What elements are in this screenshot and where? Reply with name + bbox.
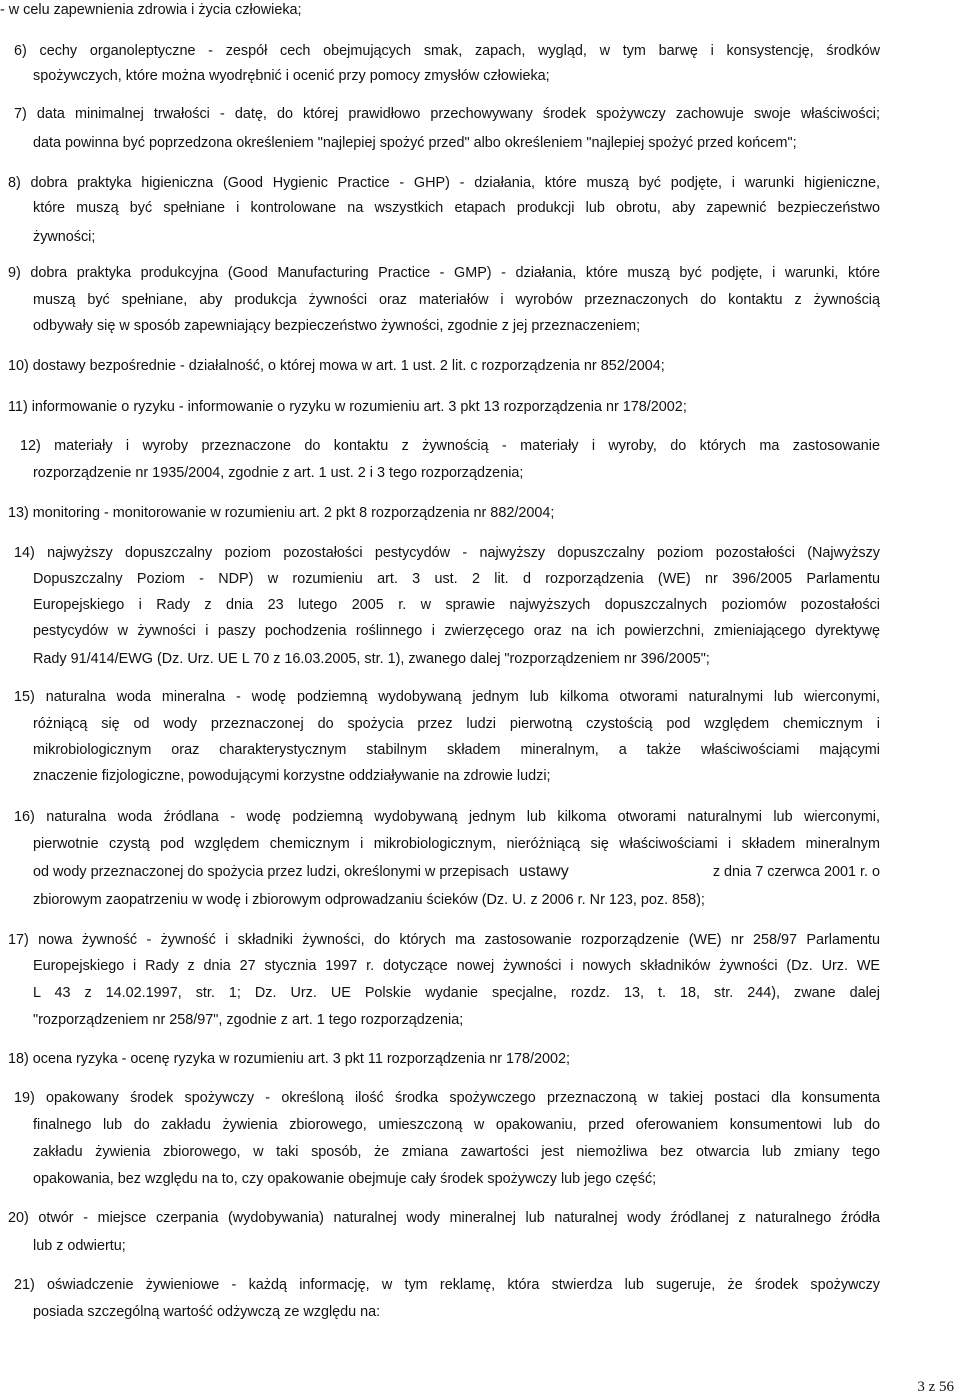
text-line: 19) opakowany środek spożywczy - określoną ilość środka spożywczego przeznaczoną w takiej postaci dla konsumenta bbox=[14, 1090, 880, 1106]
text-line: 12) materiały i wyroby przeznaczone do kontaktu z żywnością - materiały i wyroby, do których ma zastosowanie bbox=[20, 438, 880, 454]
law-reference-link[interactable]: ustawy bbox=[518, 863, 569, 880]
text-line: 20) otwór - miejsce czerpania (wydobywania) naturalnej wody mineralnej lub naturalnej wody źródlanej z naturalnego źródła bbox=[8, 1210, 880, 1226]
text-line: spożywczych, które można wyodrębnić i ocenić przy pomocy zmysłów człowieka; bbox=[33, 68, 550, 84]
text-line: pestycydów w żywności i paszy pochodzenia roślinnego i zwierzęcego oraz na ich powierzchni, zmieniającego dyrektywę bbox=[33, 623, 880, 639]
text-line: pierwotnie czystą pod względem chemicznym i mikrobiologicznym, nieróżniącą się właściwościami i składem mineralnym bbox=[33, 836, 880, 852]
text-line: zakładu żywienia zbiorowego, w taki sposób, że zmiana zawartości jest niemożliwa bez otwarcia lub zmiany tego bbox=[33, 1144, 880, 1160]
text-line: różniącą się od wody przeznaczonej do spożycia przez ludzi pierwotną czystością pod względem chemicznym i bbox=[33, 716, 880, 732]
text-line: odbywały się w sposób zapewniający bezpieczeństwo żywności, zgodnie z jej przeznaczeniem; bbox=[33, 318, 641, 334]
text-line: "rozporządzeniem nr 258/97", zgodnie z art. 1 tego rozporządzenia; bbox=[33, 1012, 464, 1028]
text-line: 21) oświadczenie żywieniowe - każdą informację, w tym reklamę, która stwierdza lub sugeruje, że środek spożywczy bbox=[14, 1277, 880, 1293]
text-line: Rady 91/414/EWG (Dz. Urz. UE L 70 z 16.03.2005, str. 1), zwanego dalej "rozporządzeniem nr 396/2005"; bbox=[33, 651, 710, 667]
text-line: data powinna być poprzedzona określeniem "najlepiej spożyć przed" albo określeniem "najlepiej spożyć przed końcem"; bbox=[33, 135, 797, 151]
text-line: rozporządzenie nr 1935/2004, zgodnie z art. 1 ust. 2 i 3 tego rozporządzenia; bbox=[33, 465, 524, 481]
text-line: zbiorowym zaopatrzeniu w wodę i zbiorowym odprowadzaniu ścieków (Dz. U. z 2006 r. Nr 123, poz. 858); bbox=[33, 892, 705, 908]
text-run: od wody przeznaczonej do spożycia przez ludzi, określonymi w przepisach bbox=[33, 864, 509, 880]
text-line: opakowania, bez względu na to, czy opakowanie obejmuje cały środek spożywczy lub jego część; bbox=[33, 1171, 657, 1187]
text-line: Dopuszczalny Poziom - NDP) w rozumieniu art. 3 ust. 2 lit. d rozporządzenia (WE) nr 396/2005 Parlamentu bbox=[33, 571, 880, 587]
text-run: z dnia 7 czerwca 2001 r. o bbox=[712, 864, 880, 880]
text-line: 11) informowanie o ryzyku - informowanie o ryzyku w rozumieniu art. 3 pkt 13 rozporządzenia nr 178/2002; bbox=[8, 399, 687, 415]
text-line: muszą być spełniane, aby produkcja żywności oraz materiałów i wyrobów przeznaczonych do kontaktu z żywnością bbox=[33, 292, 880, 308]
text-line: 16) naturalna woda źródlana - wodę podziemną wydobywaną jednym lub kilkoma otworami naturalnymi lub wierconymi, bbox=[14, 809, 880, 825]
text-line: znaczenie fizjologiczne, powodującymi korzystne oddziaływanie na zdrowie ludzi; bbox=[33, 768, 551, 784]
text-line: żywności; bbox=[33, 229, 96, 245]
text-line: 15) naturalna woda mineralna - wodę podziemną wydobywaną jednym lub kilkoma otworami naturalnymi lub wierconymi, bbox=[14, 689, 880, 705]
text-line: Europejskiego i Rady z dnia 23 lutego 2005 r. w sprawie najwyższych dopuszczalnych poziomów pozostałości bbox=[33, 597, 880, 613]
text-line: 8) dobra praktyka higieniczna (Good Hygienic Practice - GHP) - działania, które muszą być podjęte, i warunki higieniczne, bbox=[8, 175, 880, 191]
text-line: 7) data minimalnej trwałości - datę, do której prawidłowo przechowywany środek spożywczy zachowuje swoje właściwości; bbox=[14, 106, 880, 122]
text-line: 10) dostawy bezpośrednie - działalność, o której mowa w art. 1 ust. 2 lit. c rozporządzenia nr 852/2004; bbox=[8, 358, 665, 374]
page-number: 3 z 56 bbox=[917, 1379, 954, 1395]
text-line bbox=[33, 862, 880, 882]
text-line: 14) najwyższy dopuszczalny poziom pozostałości pestycydów - najwyższy dopuszczalny poziom pozostałości (Najwyższy bbox=[14, 545, 880, 561]
text-line: finalnego lub do zakładu żywienia zbiorowego, umieszczoną w opakowaniu, przed oferowaniem konsumentowi lub do bbox=[33, 1117, 880, 1133]
text-line: mikrobiologicznym oraz charakterystycznym stabilnym składem mineralnym, a także właściwościami mającymi bbox=[33, 742, 880, 758]
text-line: Europejskiego i Rady z dnia 27 stycznia 1997 r. dotyczące nowej żywności i nowych składników żywności (Dz. Urz. WE bbox=[33, 958, 880, 974]
text-line: - w celu zapewnienia zdrowia i życia człowieka; bbox=[0, 2, 302, 18]
text-line: 9) dobra praktyka produkcyjna (Good Manufacturing Practice - GMP) - działania, które muszą być podjęte, i warunki, które bbox=[8, 265, 880, 281]
text-line: 17) nowa żywność - żywność i składniki żywności, do których ma zastosowanie rozporządzenie (WE) nr 258/97 Parlamentu bbox=[8, 932, 880, 948]
text-line: L 43 z 14.02.1997, str. 1; Dz. Urz. UE Polskie wydanie specjalne, rozdz. 13, t. 18, str. 244), zwane dalej bbox=[33, 985, 880, 1001]
text-line: posiada szczególną wartość odżywczą ze względu na: bbox=[33, 1304, 381, 1320]
text-line: 6) cechy organoleptyczne - zespół cech obejmujących smak, zapach, wygląd, w tym barwę i konsystencję, środków bbox=[14, 43, 880, 59]
text-line: lub z odwiertu; bbox=[33, 1238, 126, 1254]
text-line: które muszą być spełniane i kontrolowane na wszystkich etapach produkcji lub obrotu, aby zapewnić bezpieczeństwo bbox=[33, 200, 880, 216]
text-line: 18) ocena ryzyka - ocenę ryzyka w rozumieniu art. 3 pkt 11 rozporządzenia nr 178/2002; bbox=[8, 1051, 571, 1067]
text-line: 13) monitoring - monitorowanie w rozumieniu art. 2 pkt 8 rozporządzenia nr 882/2004; bbox=[8, 505, 555, 521]
